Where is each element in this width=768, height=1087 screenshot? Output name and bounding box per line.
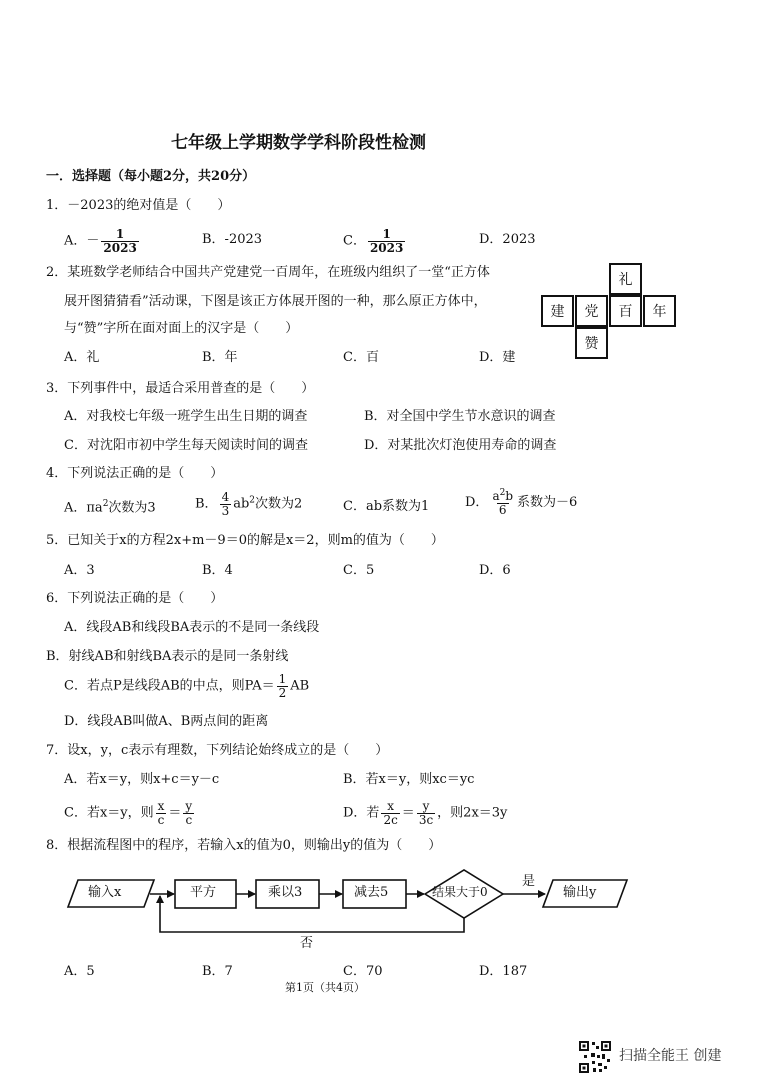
q4-option-c: C．ab系数为1 [343,499,430,514]
question-2-line-2: 展开图猜猜看”活动课，下图是该正方体展开图的一种，那么原正方体中， [64,294,487,309]
q2-option-c: C．百 [343,350,379,365]
flow-mult-label: 乘以3 [268,885,303,900]
q7-option-c: C．若x＝y，则 $\frac{x}{c}$ ＝ $\frac{y}{c}$ [64,799,193,827]
q7-option-a: A．若x＝y，则x+c＝y－c [64,772,220,787]
q3-option-c: C．对沈阳市初中学生每天阅读时间的调查 [64,438,308,453]
q7-option-b: B．若x＝y，则xc＝yc [343,772,475,787]
q1-option-b: B．-2023 [202,232,263,247]
q8-option-d: D．187 [479,964,528,979]
q3-option-a: A．对我校七年级一班学生出生日期的调查 [64,409,308,424]
question-5-stem: 5．已知关于x的方程2x+m－9＝0的解是x＝2，则m的值为（ ） [46,533,444,548]
q2-option-b: B．年 [202,350,238,365]
q6-option-c: C．若点P是线段AB的中点，则PA＝ $\frac{1}{2}$ AB [64,672,310,700]
flow-output-label: 输出y [563,885,597,900]
q5-option-c: C．5 [343,563,375,578]
net-face-zan: 赞 [575,327,608,359]
q1-option-d: D．2023 [479,232,536,247]
q2-option-a: A．礼 [64,350,100,365]
question-2-line-1: 2．某班数学老师结合中国共产党建党一百周年，在班级内组织了一堂“正方体 [46,265,490,280]
scanner-watermark: 扫描全能王 创建 [619,1048,722,1064]
page-number: 第1页（共4页） [285,981,365,994]
q7-option-d: D．若 $\frac{x}{2c}$ ＝ $\frac{y}{3c}$ ，则2x＝3y [343,799,508,827]
qr-code-icon [578,1040,612,1074]
q4-option-d: D． $\frac{a^2b}{6}$ 系数为－6 [465,488,578,517]
q5-option-a: A．3 [64,563,95,578]
page-title: 七年级上学期数学学科阶段性检测 [171,133,426,153]
q2-option-d: D．建 [479,350,516,365]
flow-square-label: 平方 [190,885,217,900]
q1-option-c: C． $\frac{1}{2023}$ [343,227,404,255]
question-3-stem: 3．下列事件中，最适合采用普查的是（ ） [46,381,315,396]
flow-input-label: 输入x [88,885,122,900]
net-face-dang: 党 [575,295,608,327]
question-1-stem: 1．－2023的绝对值是（ ） [46,198,231,213]
q6-option-a: A．线段AB和线段BA表示的不是同一条线段 [64,620,320,635]
q8-option-c: C．70 [343,964,383,979]
net-face-bai: 百 [609,295,642,327]
q3-option-b: B．对全国中学生节水意识的调查 [364,409,556,424]
question-6-stem: 6．下列说法正确的是（ ） [46,591,224,606]
q4-option-b: B． $\frac{4}{3}$ $ab^2$次数为2 [195,490,303,518]
q8-option-a: A．5 [64,964,95,979]
flow-no-label: 否 [300,936,314,951]
q4-option-a: A．$\pi a^2$次数为3 [64,499,156,516]
net-face-li: 礼 [609,263,642,295]
flow-loop-line [160,896,464,932]
q3-option-d: D．对某批次灯泡使用寿命的调查 [364,438,557,453]
flow-minus-label: 减去5 [354,885,389,900]
flow-yes-label: 是 [522,874,536,889]
q5-option-b: B．4 [202,563,233,578]
section-heading: 一．选择题（每小题2分，共20分） [46,169,256,184]
question-8-stem: 8．根据流程图中的程序，若输入x的值为0，则输出y的值为（ ） [46,838,442,853]
question-4-stem: 4．下列说法正确的是（ ） [46,466,224,481]
question-2-line-3: 与“赞”字所在面对面上的汉字是（ ） [64,321,299,336]
q5-option-d: D．6 [479,563,511,578]
q1-option-a: A．－ $\frac{1}{2023}$ [64,227,137,255]
question-7-stem: 7．设x，y，c表示有理数，下列结论始终成立的是（ ） [46,743,389,758]
flow-decision-label: 结果大于0 [432,885,488,899]
net-face-nian: 年 [643,295,676,327]
net-face-jian: 建 [541,295,574,327]
q6-option-d: D．线段AB叫做A、B两点间的距离 [64,714,269,729]
q8-option-b: B．7 [202,964,233,979]
q6-option-b: B．射线AB和射线BA表示的是同一条射线 [46,649,289,664]
